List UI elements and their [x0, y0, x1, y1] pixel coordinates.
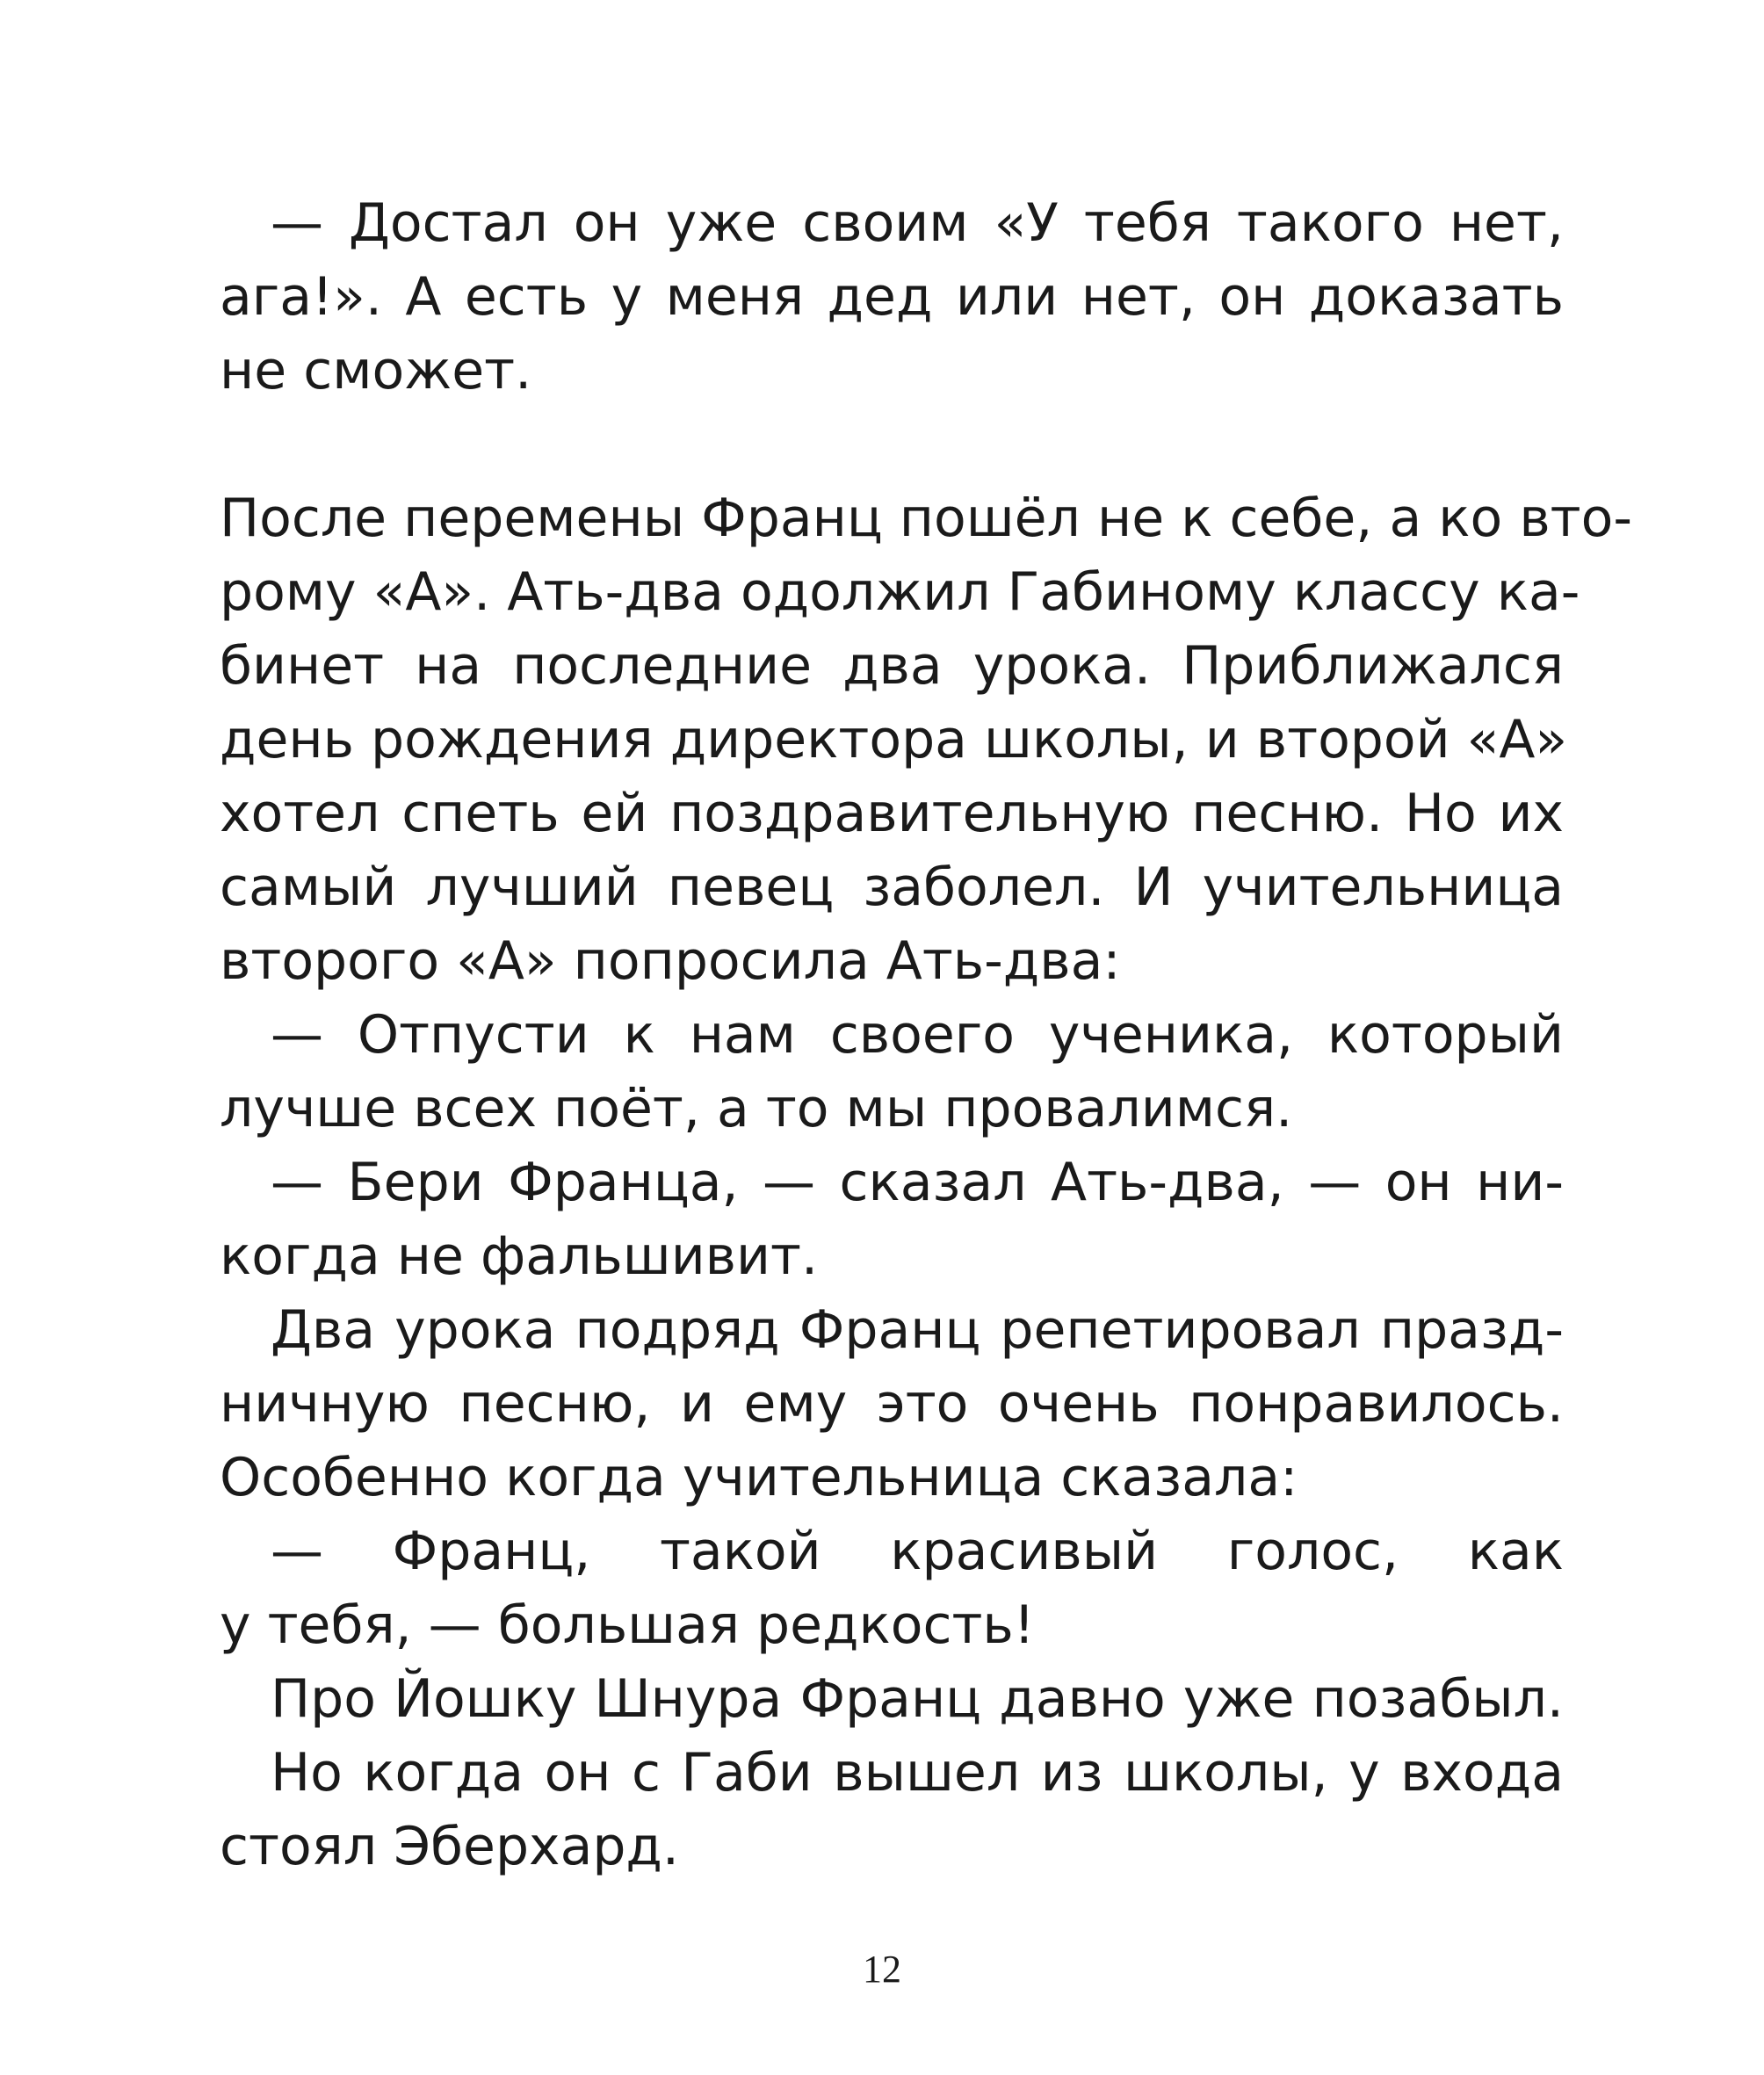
text-line: самый лучший певец заболел. И учительница: [220, 857, 1564, 918]
text-line: у тебя, — большая редкость!: [220, 1594, 1035, 1656]
text-line: Но когда он с Габи вышел из школы, у входа: [271, 1742, 1564, 1804]
text-line: — Бери Франца, — сказал Ать-два, — он ни-: [271, 1152, 1564, 1213]
text-line: — Отпусти к нам своего ученика, который: [271, 1004, 1564, 1066]
text-line: не сможет.: [220, 340, 532, 401]
book-page: [220, 0, 1632, 2075]
text-line: — Достал он уже своим «У тебя такого нет,: [271, 192, 1564, 254]
text-line: день рождения директора школы, и второй «А»: [220, 709, 1568, 770]
text-line: хотел спеть ей поздравительную песню. Но их: [220, 783, 1564, 844]
text-line: бинет на последние два урока. Приближался: [220, 635, 1564, 697]
text-line: стоял Эберхард.: [220, 1816, 679, 1877]
text-line: рому «А». Ать-два одолжил Габиному классу ка-: [220, 561, 1580, 623]
text-line: После перемены Франц пошёл не к себе, а ко вто-: [220, 488, 1632, 549]
text-line: ничную песню, и ему это очень понравилось.: [220, 1373, 1564, 1435]
text-line: второго «А» попросила Ать-два:: [220, 930, 1121, 992]
text-line: когда не фальшивит.: [220, 1225, 819, 1287]
text-line: — Франц, такой красивый голос, как: [271, 1521, 1564, 1582]
text-line: Про Йошку Шнура Франц давно уже позабыл.: [271, 1668, 1564, 1730]
page-number: 12: [863, 1948, 901, 1991]
text-line: ага!». А есть у меня дед или нет, он доказать: [220, 266, 1564, 328]
paragraph-dialogue-1: [220, 186, 1564, 408]
paragraph-main: [220, 481, 1632, 1883]
text-line: лучше всех поёт, а то мы провалимся.: [220, 1078, 1293, 1139]
text-line: Два урока подряд Франц репетировал празд-: [271, 1299, 1564, 1361]
text-line: Особенно когда учительница сказала:: [220, 1447, 1298, 1508]
